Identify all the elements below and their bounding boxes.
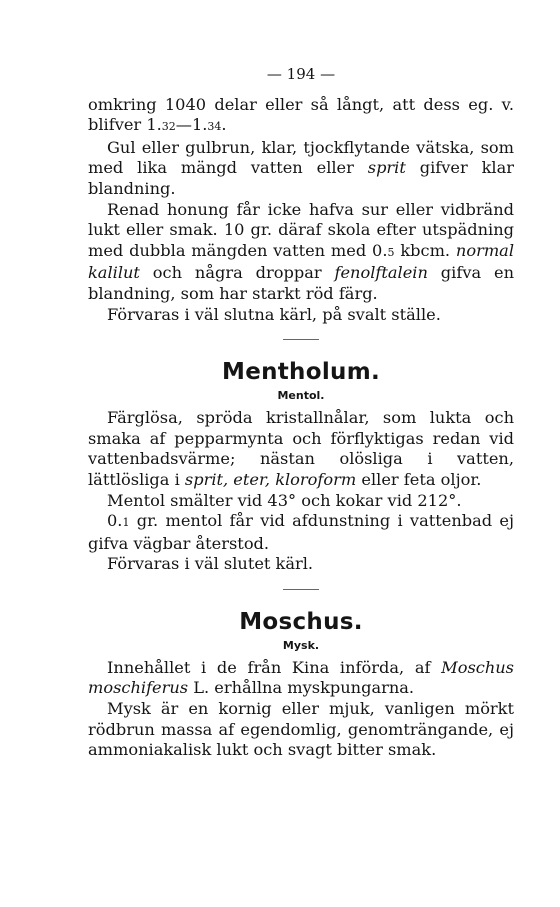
mentholum-paragraph-2: Mentol smälter vid 43° och kokar vid 212°. — [107, 490, 462, 510]
mentholum-p1-a: Färglösa, spröda kristallnålar, som lukta och smaka af pepparmynta och förflyktigas redan vid vattenbadsvärme; nästan olösliga i vatten, lättlösliga i — [88, 408, 514, 489]
mentholum-p1-em: sprit, eter, kloroform — [184, 469, 357, 489]
intro-p2-text: Gul eller gulbrun, klar, tjockflytande vätska, som med lika mängd vatten eller — [88, 137, 514, 178]
page-content — [88, 64, 514, 761]
intro-p1-text: omkring 1040 delar eller så långt, att dess eg. v. blifver 1. — [88, 94, 514, 135]
intro-p3-d: gifva en blandning, som har starkt röd färg. — [88, 263, 514, 303]
mentholum-p3-sub: 1 — [122, 516, 130, 530]
intro-p3-sub: 5 — [387, 245, 395, 259]
moschus-p1-a: Innehållet i de från Kina införda, af — [107, 657, 442, 677]
mentholum-paragraph-1 — [88, 408, 514, 490]
intro-paragraph-4: Förvaras i väl slutna kärl, på svalt ställe. — [107, 304, 441, 324]
mentholum-p1-b: eller feta oljor. — [356, 469, 482, 489]
intro-p1-sub1: 32 — [161, 120, 176, 134]
intro-p3-a: Renad honung får icke hafva sur eller vidbränd lukt eller smak. 10 gr. däraf skola efter utspädning med dubbla mängden vatten med 0. — [88, 199, 514, 260]
moschus-title: Moschus. — [239, 608, 363, 635]
mentholum-paragraph-3 — [88, 511, 514, 554]
intro-p1-sub2: 34 — [207, 120, 222, 134]
page-number: — 194 — — [266, 65, 336, 83]
intro-paragraph-1 — [88, 95, 514, 138]
intro-p2-end: gifver klar blandning. — [88, 158, 515, 198]
intro-p3-b: kbcm. — [394, 240, 456, 260]
moschus-p1-b: L. erhållna myskpungarna. — [188, 678, 415, 698]
moschus-subtitle: Mysk. — [282, 638, 320, 652]
intro-p3-c: och några droppar — [139, 263, 335, 283]
moschus-paragraph-2: Mysk är en kornig eller mjuk, vanligen mörkt rödbrun massa af egendomlig, genomträngande, ej ammoniakalisk lukt och svagt bitter smak. — [88, 699, 514, 760]
moschus-paragraph-1 — [88, 658, 514, 699]
section-divider — [283, 339, 319, 340]
intro-p3-em1: normal kalilut — [88, 240, 514, 283]
mentholum-title: Mentholum. — [222, 359, 380, 386]
moschus-p1-em: Moschus moschiferus — [88, 657, 514, 698]
intro-p3-em2: fenolftalein — [334, 263, 428, 283]
intro-paragraph-2 — [88, 138, 514, 200]
intro-p2-em: sprit — [367, 158, 406, 178]
intro-p1-end: . — [221, 115, 227, 135]
intro-paragraph-3 — [88, 200, 514, 305]
mentholum-p3-b: gr. mentol får vid afdunstning i vattenbad ej gifva vägbar återstod. — [88, 511, 514, 553]
section-divider — [283, 589, 319, 590]
mentholum-paragraph-4: Förvaras i väl slutet kärl. — [107, 554, 314, 574]
intro-p1-dash: —1. — [175, 115, 208, 135]
mentholum-subtitle: Mentol. — [277, 389, 325, 403]
mentholum-p3-a: 0. — [107, 511, 123, 531]
